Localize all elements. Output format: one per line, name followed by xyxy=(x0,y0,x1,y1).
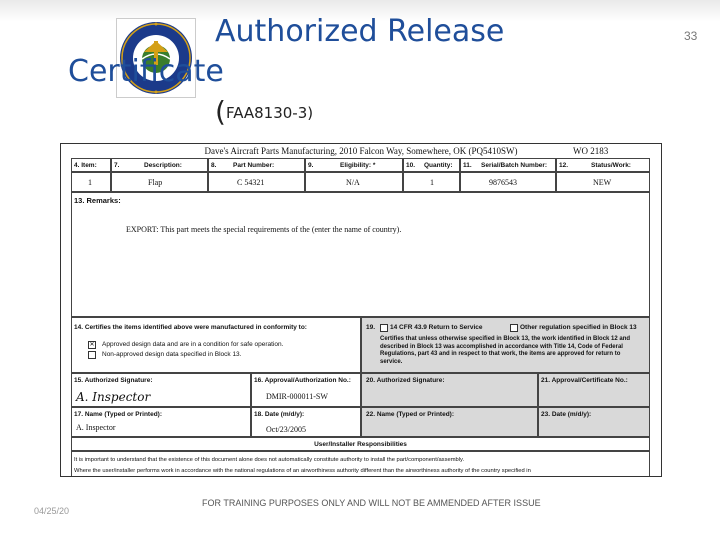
name22-label: 22. Name (Typed or Printed): xyxy=(366,411,455,418)
block-23 xyxy=(538,407,650,437)
remarks-text: EXPORT: This part meets the special requirements of the (enter the name of country). xyxy=(126,225,402,234)
slide-number: 33 xyxy=(684,29,698,43)
hdr-item-text: 4. Item: xyxy=(74,162,97,169)
hdr-status-text: Status/Work: xyxy=(591,162,631,169)
slide-footer-text: FOR TRAINING PURPOSES ONLY AND WILL NOT BE AMMENDED AFTER ISSUE xyxy=(202,498,541,508)
approval16-label: 16. Approval/Authorization No.: xyxy=(254,377,351,384)
row-item xyxy=(71,172,111,192)
hdr-qty xyxy=(403,158,460,172)
hdr-elig xyxy=(305,158,403,172)
faa-form-8130-3-image xyxy=(60,143,662,477)
hdr-part-text: Part Number: xyxy=(233,162,275,169)
hdr-elig-num: 9. xyxy=(308,162,314,169)
block-16 xyxy=(251,373,361,407)
row-elig xyxy=(305,172,403,192)
block-14 xyxy=(71,317,361,373)
sig20-label: 20. Authorized Signature: xyxy=(366,377,445,384)
date23-label: 23. Date (m/d/y): xyxy=(541,411,592,418)
hdr-item xyxy=(71,158,111,172)
row-qty xyxy=(403,172,460,192)
block14-checkbox-checked: ✕ xyxy=(89,342,95,348)
user-resp-title: User/Installer Responsibilities xyxy=(314,441,407,448)
block19-text: Certifies that unless otherwise specified in Block 13, the work identified in Block 12 and described in Block 13 was accomplished in accordance with Title 14, Code of Federal Regulations, part 43 and in respect to that work, the items are approved for return to service. xyxy=(380,336,631,365)
row-desc xyxy=(111,172,208,192)
block19-num: 19. xyxy=(366,324,376,331)
block14-opt1: Approved design data and are in a condition for safe operation. xyxy=(102,341,284,348)
row-serial xyxy=(460,172,556,192)
slide-title-form-number xyxy=(215,95,313,128)
hdr-serial-num: 11. xyxy=(463,162,472,169)
row-desc-value: Flap xyxy=(148,178,163,187)
user-resp-text-2: Where the user/installer performs work in accordance with the national regulations of an airworthiness authority different than the airworthiness authority of the country specified in xyxy=(74,468,531,474)
user-resp-header xyxy=(71,437,650,451)
sig15-signature: A. Inspector xyxy=(76,390,151,404)
title-paren: ( xyxy=(215,95,226,128)
user-resp-text-1: It is important to understand that the existence of this document alone does not automatically constitute authority to install the part/component/assembly. xyxy=(74,457,465,463)
hdr-qty-num: 10. xyxy=(406,162,416,169)
hdr-part xyxy=(208,158,305,172)
row-serial-value: 9876543 xyxy=(489,178,517,187)
row-part-value: C 54321 xyxy=(237,178,265,187)
name17-value: A. Inspector xyxy=(76,423,116,432)
block14-checkbox xyxy=(88,351,96,359)
date18-value: Oct/23/2005 xyxy=(266,425,306,434)
block-15 xyxy=(71,373,251,407)
hdr-desc-num: 7. xyxy=(114,162,120,169)
hdr-serial-text: Serial/Batch Number: xyxy=(481,162,548,169)
slide-title-line-1: Authorized Release xyxy=(215,14,505,49)
block19-opt2: Other regulation specified in Block 13 xyxy=(520,324,637,331)
block14-label: 14. Certifies the items identified above were manufactured in conformity to: xyxy=(74,324,307,331)
block14-opt2: Non-approved design data specified in Block 13. xyxy=(102,351,242,358)
block-22 xyxy=(361,407,538,437)
hdr-qty-text: Quantity: xyxy=(424,162,453,169)
slide-title-line-2: Certificate xyxy=(68,54,224,89)
hdr-desc xyxy=(111,158,208,172)
slide-footer-date: 04/25/20 xyxy=(34,506,70,516)
hdr-serial xyxy=(460,158,556,172)
sig15-label: 15. Authorized Signature: xyxy=(74,377,153,384)
hdr-desc-text: Description: xyxy=(144,162,182,169)
remarks-label: 13. Remarks: xyxy=(74,196,121,205)
form-work-order: WO 2183 xyxy=(573,146,609,156)
block19-checkbox-1 xyxy=(380,324,388,332)
block-21 xyxy=(538,373,650,407)
title-form-code: FAA8130-3) xyxy=(225,104,314,122)
hdr-status-num: 12. xyxy=(559,162,569,169)
cert21-label: 21. Approval/Certificate No.: xyxy=(541,377,628,384)
block19-opt1: 14 CFR 43.9 Return to Service xyxy=(390,324,483,331)
name17-label: 17. Name (Typed or Printed): xyxy=(74,411,163,418)
remarks-block xyxy=(71,192,650,317)
row-item-value: 1 xyxy=(88,178,92,187)
block-18 xyxy=(251,407,361,437)
row-qty-value: 1 xyxy=(430,178,434,187)
hdr-elig-text: Eligibility: * xyxy=(340,162,376,169)
date18-label: 18. Date (m/d/y): xyxy=(254,411,305,418)
hdr-part-num: 8. xyxy=(211,162,217,169)
row-part xyxy=(208,172,305,192)
row-status xyxy=(556,172,650,192)
block19-checkbox-2 xyxy=(510,324,518,332)
hdr-status xyxy=(556,158,650,172)
block-17 xyxy=(71,407,251,437)
row-status-value: NEW xyxy=(593,178,612,187)
approval16-value: DMIR-000011-SW xyxy=(266,392,328,401)
row-elig-value: N/A xyxy=(346,178,360,187)
user-resp-body xyxy=(71,451,650,477)
block-20 xyxy=(361,373,538,407)
block-19 xyxy=(361,317,650,373)
form-manufacturer: Dave's Aircraft Parts Manufacturing, 2010 Falcon Way, Somewhere, OK (PQ5410SW) xyxy=(204,146,518,156)
